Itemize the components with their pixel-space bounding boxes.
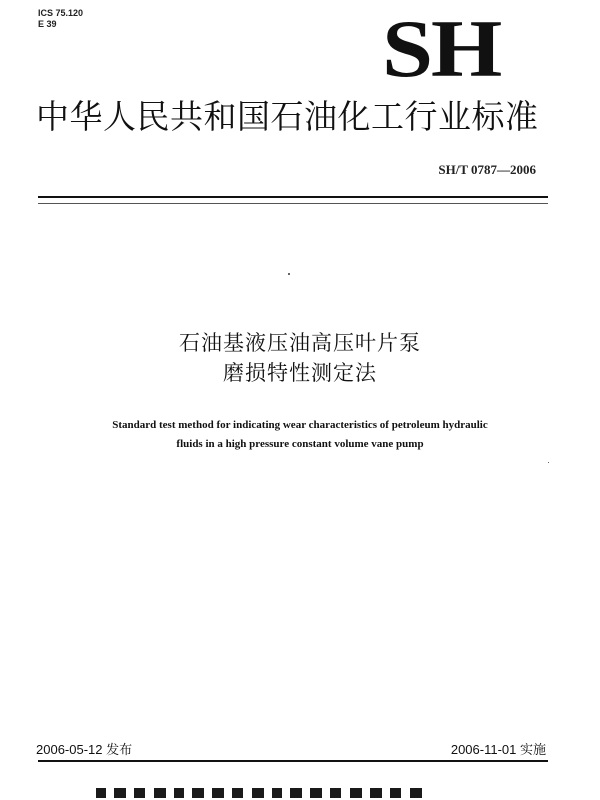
scan-speck	[288, 273, 290, 275]
chinese-title-line-1: 石油基液压油高压叶片泵	[179, 331, 421, 355]
issue-date: 2006-05-12 发布	[36, 742, 133, 757]
scan-speck	[548, 462, 549, 463]
header-divider-thin	[38, 203, 548, 204]
footer-divider	[38, 760, 548, 762]
effective-date: 2006-11-01 实施	[450, 742, 546, 757]
ccs-code: E 39	[38, 19, 57, 29]
chinese-title	[0, 328, 600, 388]
standard-number: SH/T 0787—2006	[438, 162, 536, 177]
classification-codes	[38, 8, 83, 30]
issuing-body-title: 中华人民共和国石油化工行业标准	[36, 97, 539, 136]
chinese-title-line-2: 磨损特性测定法	[223, 361, 377, 385]
english-title-line-1: Standard test method for indicating wear characteristics of petroleum hydraulic	[112, 419, 488, 431]
english-title	[40, 416, 560, 454]
english-title-line-2: fluids in a high pressure constant volume vane pump	[176, 438, 424, 450]
sh-logo: SH	[382, 3, 501, 94]
cropped-text-line	[96, 786, 426, 800]
ics-code: ICS 75.120	[38, 8, 84, 18]
header-divider	[38, 196, 548, 198]
